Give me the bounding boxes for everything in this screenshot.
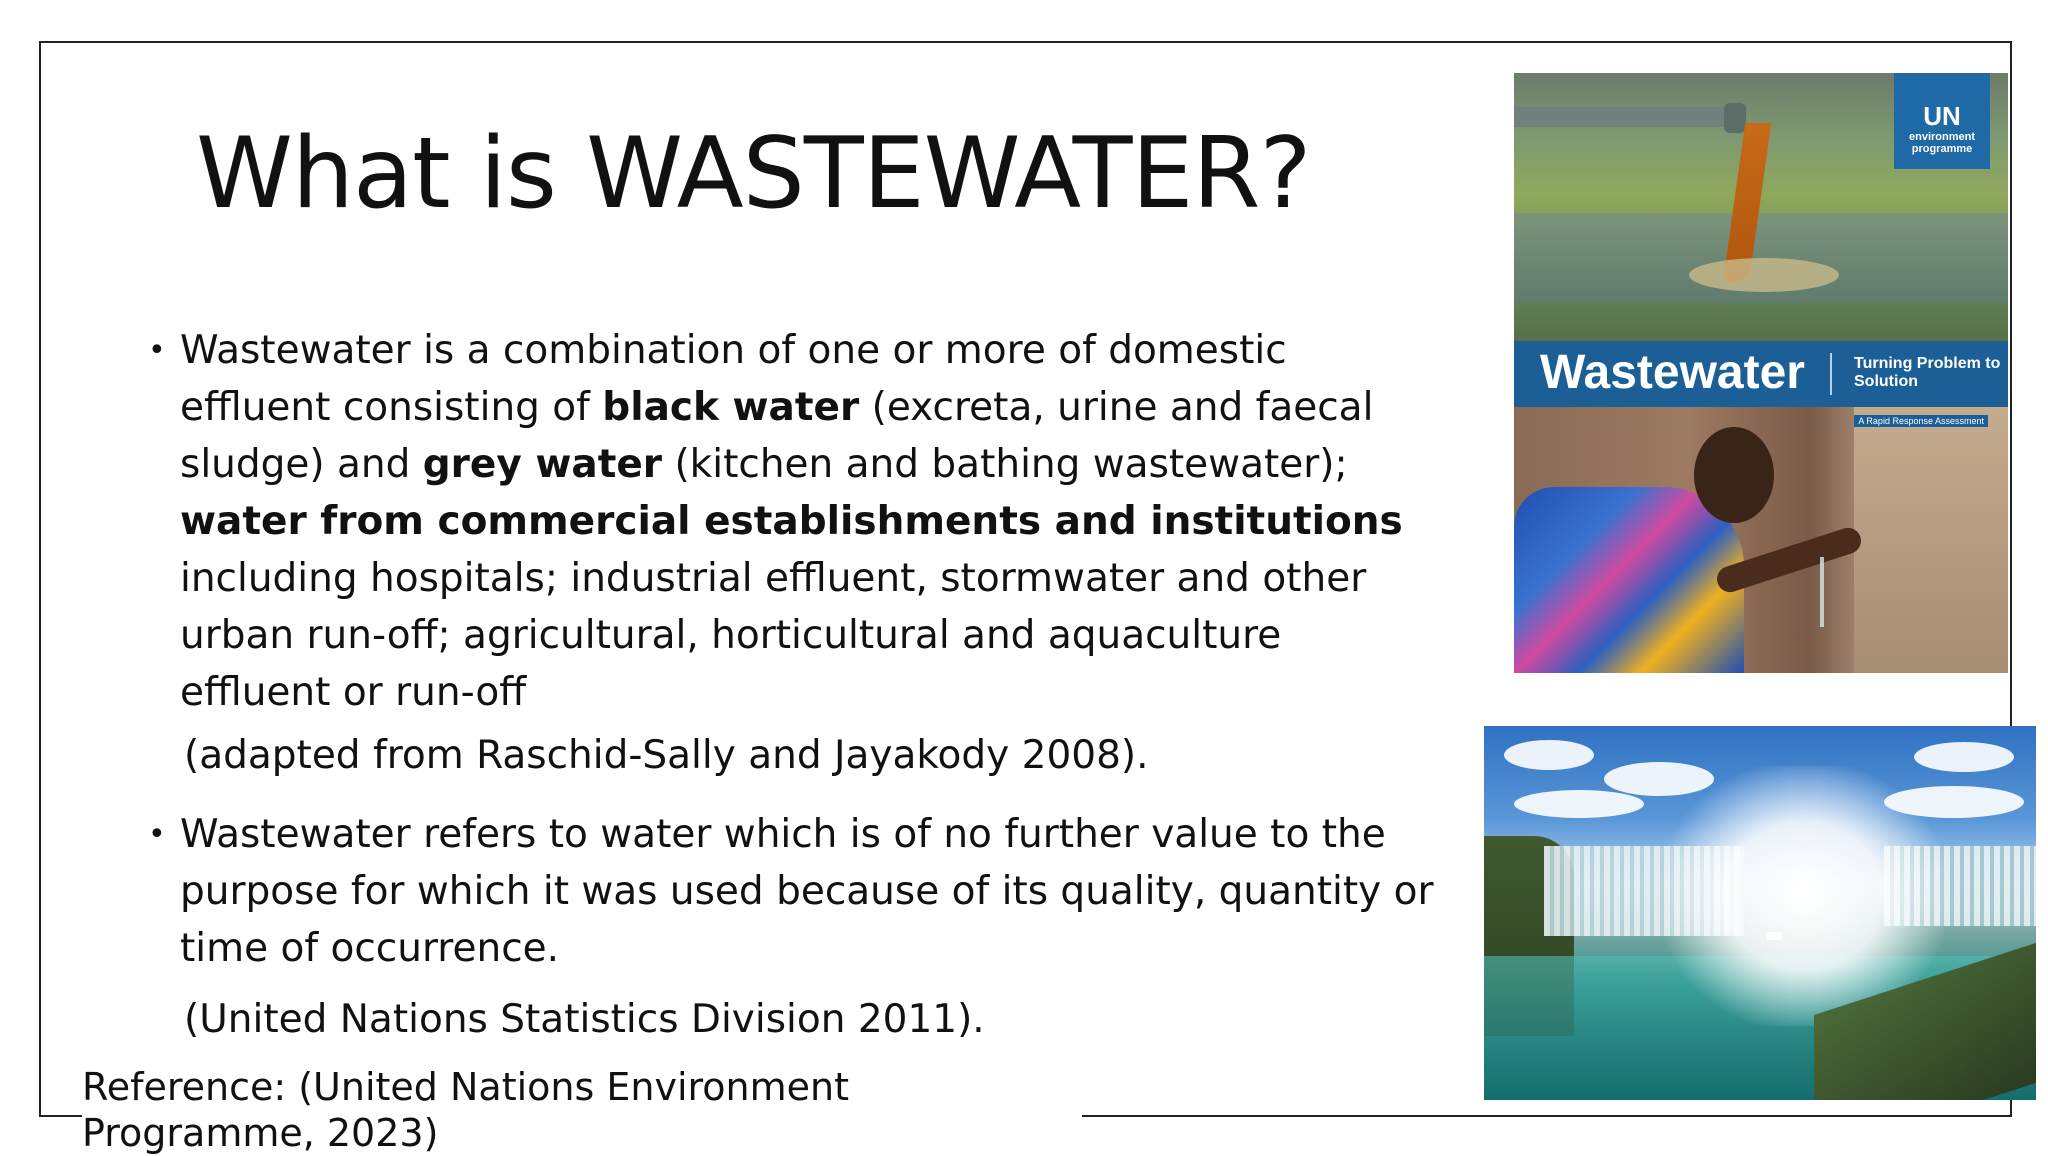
tap-water-shape xyxy=(1820,557,1824,627)
head-shape xyxy=(1694,427,1774,523)
bold-term-grey-water: grey water xyxy=(422,442,663,487)
pipe-mouth-shape xyxy=(1724,103,1746,133)
dress-shape xyxy=(1514,487,1744,673)
text-run: Wastewater is a combination of one or more of domestic effluent consisting of xyxy=(180,328,1287,430)
bullet-text xyxy=(180,322,1438,721)
un-logo-text: UN xyxy=(1923,101,1961,131)
cover-photo-top xyxy=(1514,73,2008,341)
bullet-text: Wastewater refers to water which is of no further value to the purpose for which it was used because of its quality, quantity or time of occurrence. xyxy=(180,812,1434,971)
cover-divider xyxy=(1830,353,1832,395)
text-run: including hospitals; industrial effluent, stormwater and other urban run-off; agricultural, horticultural and aquaculture effluent or run-off xyxy=(180,556,1367,715)
reference-note: Reference: (United Nations Environment Programme, 2023) xyxy=(82,1064,1082,1156)
slide-title: What is WASTEWATER? xyxy=(196,117,1311,231)
cover-photo-bottom xyxy=(1514,407,2008,673)
report-cover-image xyxy=(1514,73,2008,673)
text-run: (excreta, urine and faecal sludge) and xyxy=(180,385,1374,487)
cover-subtitle: Turning Problem to Solution xyxy=(1854,355,2001,390)
waterfall-image xyxy=(1484,726,2036,1100)
citation: (United Nations Statistics Division 2011). xyxy=(184,997,985,1042)
cloud-shape xyxy=(1514,790,1644,818)
bold-term-commercial-water: water from commercial establishments and institutions xyxy=(180,499,1403,544)
un-environment-logo xyxy=(1894,73,1990,169)
citation: (adapted from Raschid-Sally and Jayakody 2008). xyxy=(184,733,1149,778)
bullet-dot: • xyxy=(148,333,166,368)
bold-term-black-water: black water xyxy=(602,385,860,430)
bullet-item-definition-1 xyxy=(148,322,1438,784)
cover-title-band xyxy=(1514,341,2008,407)
bullet-dot: • xyxy=(148,817,166,852)
spacer xyxy=(148,784,1438,806)
bullet-item-definition-2 xyxy=(148,806,1438,1048)
pipe-shape xyxy=(1514,107,1742,127)
text-run: (kitchen and bathing wastewater); xyxy=(662,442,1348,487)
un-logo-subtext: environment programme xyxy=(1908,131,1975,155)
cloud-shape xyxy=(1504,740,1594,770)
mud-wall-shape xyxy=(1854,407,2008,673)
boat-shape xyxy=(1766,932,1782,940)
cover-tag: A Rapid Response Assessment xyxy=(1854,415,1988,427)
cover-title: Wastewater xyxy=(1540,346,1805,399)
foam-shape xyxy=(1689,258,1839,292)
bullet-list xyxy=(148,322,1438,1048)
